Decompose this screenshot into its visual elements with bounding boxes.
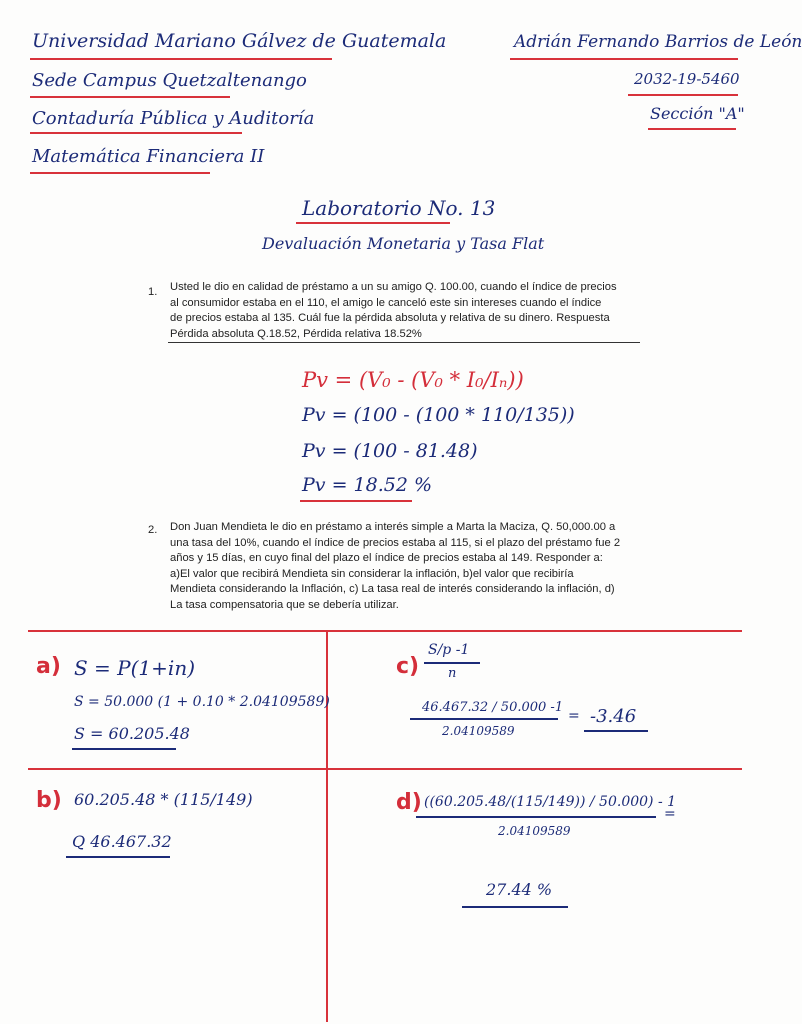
result-underline	[584, 730, 648, 732]
pv-formula: = (V₀ - (V₀ * I₀/Iₙ))	[328, 368, 524, 392]
problem2-text	[170, 520, 640, 614]
problem1-text	[170, 280, 640, 342]
underline	[628, 94, 738, 96]
problem2-line: a)El valor que recibirá Mendieta sin considerar la inflación, b)el valor que recibiría	[170, 567, 574, 580]
underline	[30, 132, 242, 134]
answer-d-denominator: 2.04109589	[498, 824, 571, 838]
underline	[510, 58, 738, 60]
answer-c-equals: =	[568, 708, 580, 724]
pv-substitution: = (100 - (100 * 110/135))	[325, 404, 575, 426]
result-underline	[72, 748, 176, 750]
answer-b-line: Q 46.467.32	[72, 832, 172, 851]
pv-result: = 18.52 %	[325, 474, 433, 496]
problem1-number: 1.	[148, 286, 158, 298]
grid-line-horizontal	[28, 768, 742, 770]
underline	[648, 128, 736, 130]
problem2-line: La tasa compensatoria que se debería utilizar.	[170, 598, 399, 611]
underline	[168, 342, 640, 343]
header-campus: Sede Campus Quetzaltenango	[32, 70, 307, 91]
answer-c-label: c)	[396, 654, 420, 679]
problem2-line: Don Juan Mendieta le dio en préstamo a interés simple a Marta la Maciza, Q. 50,000.00 a	[170, 521, 616, 533]
answer-a-label: a)	[36, 654, 61, 679]
problem1-work-line	[302, 404, 575, 426]
lab-title: Laboratorio No. 13	[302, 196, 496, 220]
underline	[30, 58, 332, 60]
answer-a-line: S = 50.000 (1 + 0.10 * 2.04109589)	[74, 694, 330, 710]
answer-a-line: S = 60.205.48	[74, 724, 190, 743]
result-underline	[66, 856, 170, 858]
grid-line-horizontal	[28, 630, 742, 632]
underline	[30, 172, 210, 174]
problem2-number: 2.	[148, 524, 158, 536]
fraction-bar	[416, 816, 656, 818]
lab-subtitle: Devaluación Monetaria y Tasa Flat	[262, 234, 545, 253]
result-underline	[462, 906, 568, 908]
answer-d-label: d)	[396, 790, 422, 815]
underline	[296, 222, 450, 224]
problem1-line: Usted le dio en calidad de préstamo a un su amigo Q. 100.00, cuando el índice de precios	[170, 281, 617, 293]
problem1-line: de precios estaba al 135. Cuál fue la pérdida absoluta y relativa de su dinero. Respuesta	[170, 312, 610, 325]
header-course: Matemática Financiera II	[32, 146, 265, 167]
answer-c-formula-numerator: S/p -1	[428, 642, 470, 658]
answer-c-denominator: 2.04109589	[442, 724, 515, 738]
problem1-line: al consumidor estaba en el 110, el amigo le canceló este sin intereses cuando el índice	[170, 296, 602, 309]
problem1-work-line	[302, 440, 478, 462]
problem2-line: Mendieta considerando la Inflación, c) La tasa real de interés considerando la inflación, d)	[170, 583, 615, 596]
answer-a-line: S = P(1+in)	[74, 656, 195, 680]
pv-step: = (100 - 81.48)	[325, 440, 478, 462]
header-section: Sección "A"	[650, 104, 745, 123]
underline	[30, 96, 230, 98]
problem1-work-line	[302, 474, 432, 496]
pv-symbol: Pv	[302, 440, 326, 462]
result-underline	[300, 500, 412, 502]
answer-b-label: b)	[36, 788, 62, 813]
answer-c-formula-denominator: n	[448, 666, 457, 681]
pv-symbol: Pv	[302, 368, 328, 392]
answer-d-result: 27.44 %	[486, 880, 553, 899]
grid-line-vertical	[326, 632, 328, 1022]
pv-symbol: Pv	[302, 404, 326, 426]
fraction-bar	[424, 662, 480, 664]
fraction-bar	[410, 718, 558, 720]
header-career: Contaduría Pública y Auditoría	[32, 108, 315, 129]
header-university: Universidad Mariano Gálvez de Guatemala	[32, 30, 447, 52]
header-student-name: Adrián Fernando Barrios de León	[514, 32, 802, 52]
answer-d-equals: =	[664, 806, 676, 822]
pv-symbol: Pv	[302, 474, 326, 496]
problem1-work-line	[302, 368, 524, 392]
answer-b-line: 60.205.48 * (115/149)	[74, 790, 253, 809]
problem1-line: Pérdida absoluta Q.18.52, Pérdida relativa 18.52%	[170, 327, 422, 340]
problem2-line: una tasa del 10%, cuando el índice de precios estaba al 115, si el plazo del préstamo fue 2	[170, 536, 621, 549]
answer-d-numerator: ((60.205.48/(115/149)) / 50.000) - 1	[424, 794, 677, 810]
answer-c-numerator: 46.467.32 / 50.000 -1	[422, 700, 564, 715]
problem2-line: años y 15 días, en cuyo final del plazo el índice de precios estaba al 149. Responder a:	[170, 552, 603, 565]
header-student-id: 2032-19-5460	[634, 70, 740, 88]
answer-c-result: -3.46	[590, 706, 637, 727]
